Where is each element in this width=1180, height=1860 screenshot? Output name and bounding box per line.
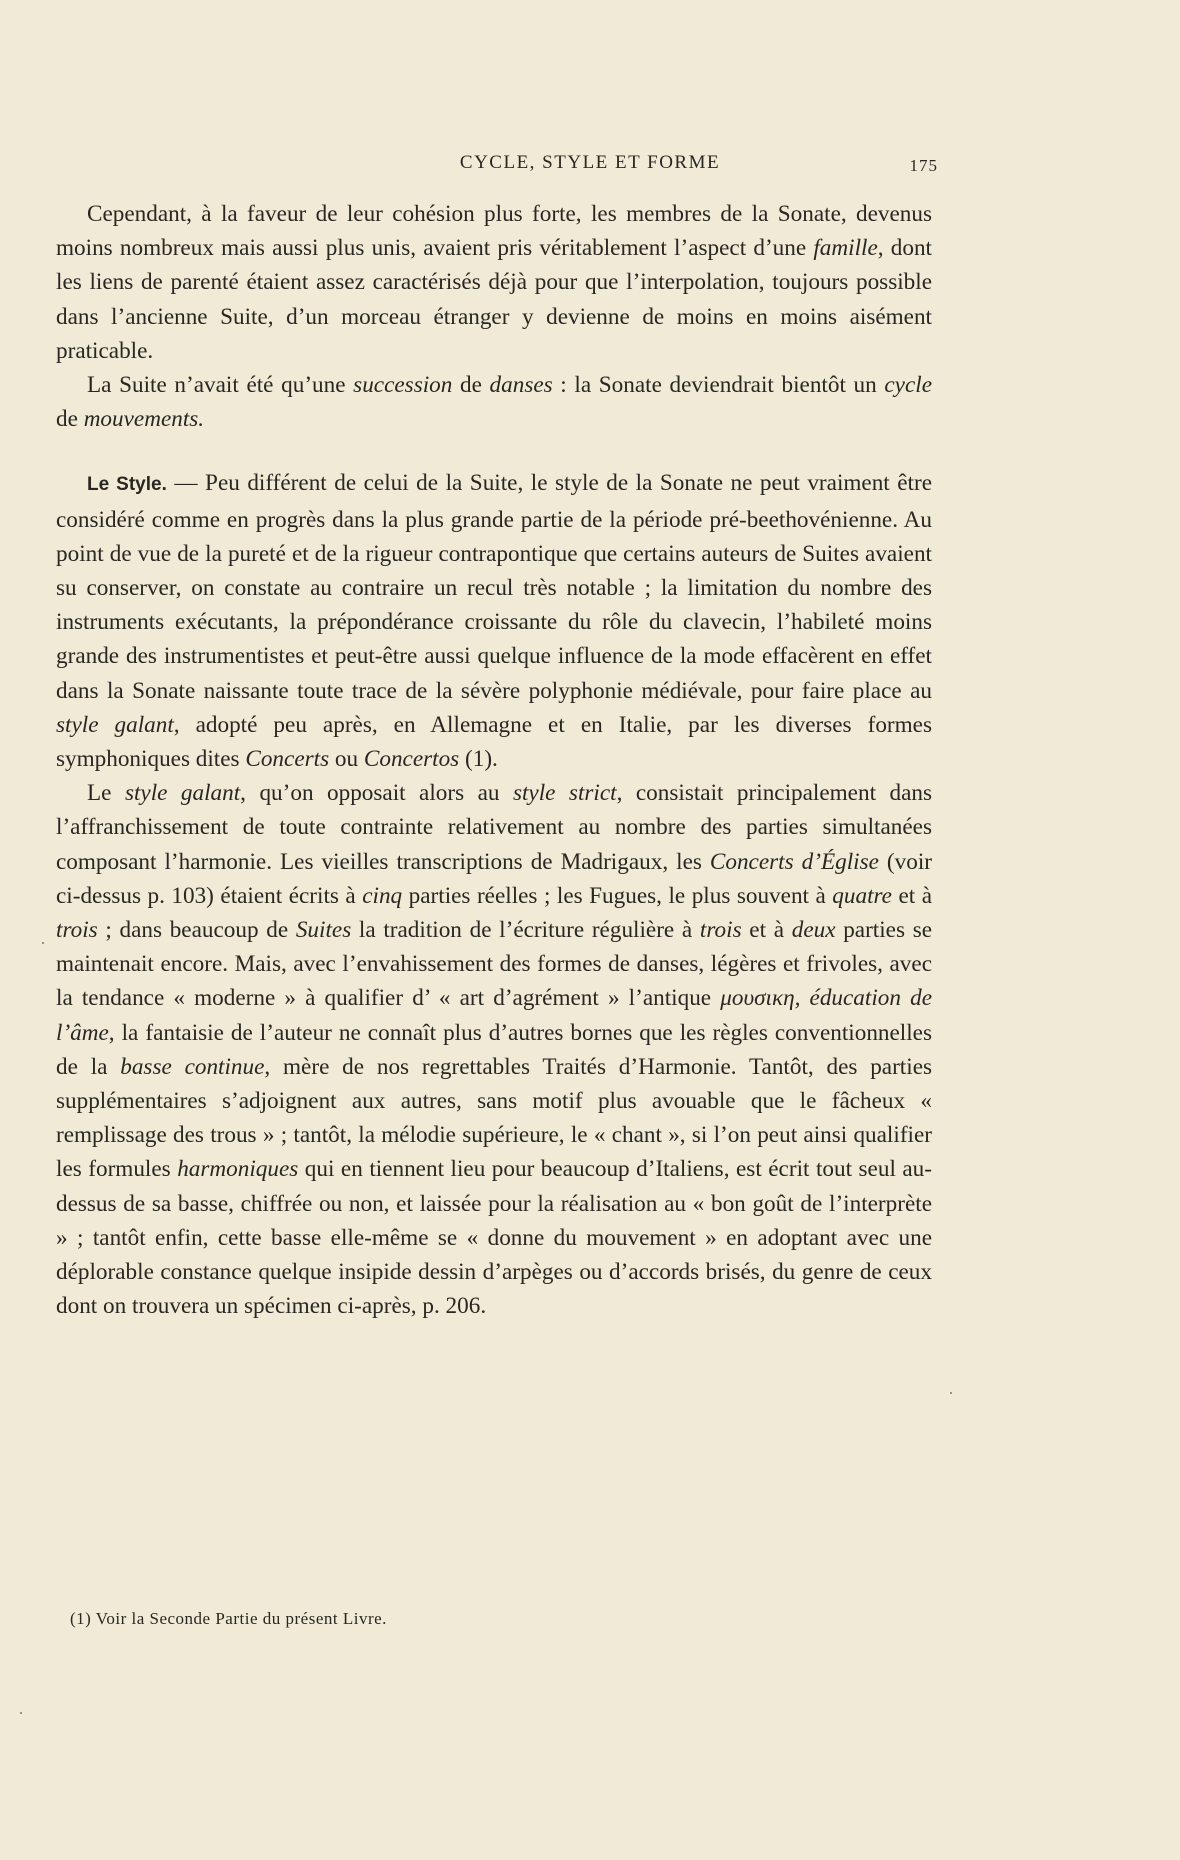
running-title: CYCLE, STYLE ET FORME: [459, 152, 721, 173]
text-run: La Suite n’avait été qu’une: [87, 372, 354, 399]
text-run: ou: [329, 746, 364, 773]
text-run: , mère de nos regrettables Traités d’Harmonie. Tantôt, des parties supplémentaires s’adjoignent aux autres, sans motif plus avouable que le fâcheux « remplissage des trous » ; tantôt, la mélodie supérieure, le « chant », si l’on peut ainsi qualifier les formules: [56, 1053, 933, 1183]
emphasis: Concerts: [245, 746, 330, 773]
text-run: , consistait principalement dans l’affranchissement de toute contrainte relativement au nombre des parties simultanées composant l’harmonie. Les vieilles transcriptions de Madrigaux, les: [56, 780, 932, 875]
emphasis: style galant: [56, 711, 174, 738]
emphasis: cycle: [884, 372, 932, 399]
emphasis: danses: [489, 372, 553, 399]
emphasis: trois: [56, 917, 98, 944]
emphasis: trois: [699, 917, 742, 944]
emphasis: Concertos: [363, 746, 460, 773]
running-head: [0, 152, 1180, 182]
text-run: et à: [741, 917, 792, 944]
emphasis: cinq: [362, 882, 403, 909]
text-run: Le: [87, 780, 125, 807]
section-heading: Le Style.: [87, 474, 167, 496]
text-run: de: [452, 372, 490, 399]
text-run: — Peu différent de celui de la Suite, le style de la Sonate ne peut vraiment être considéré comme en progrès dans la plus grande partie de la période pré-beethovénienne. Au point de vue de la pureté et de la rigueur contrapontique que certains auteurs de Suites avaient su conserver, on constate au contraire un recul très notable ; la limitation du nombre des instruments exécutants, la prépondérance croissante du rôle du clavecin, l’habileté moins grande des instrumentistes et peut-être aussi quelque influence de la mode effacèrent en effet dans la Sonate naissante toute trace de la sévère polyphonie médiévale, pour faire place au: [56, 470, 932, 704]
text-run: , dont les liens de parenté étaient assez caractérisés déjà pour que l’interpolation, toujours possible dans l’ancienne Suite, d’un morceau étranger y devienne de moins en moins aisément praticable.: [56, 235, 932, 364]
text-run: (1).: [459, 746, 498, 773]
emphasis: style galant: [124, 780, 241, 807]
body-text: [56, 197, 932, 1324]
page-number: 175: [909, 156, 938, 175]
emphasis: famille: [813, 235, 878, 262]
text-run: la tradition de l’écriture régulière à: [351, 917, 700, 944]
paragraph-1: [56, 197, 932, 368]
emphasis: Concerts d’Église: [709, 848, 879, 875]
emphasis: mouvements.: [83, 406, 205, 433]
paragraph-2: [56, 368, 932, 436]
emphasis: Suites: [295, 917, 352, 944]
paragraph-4: [56, 776, 932, 1323]
emphasis: basse continue: [120, 1053, 265, 1080]
emphasis: deux: [791, 917, 836, 944]
emphasis: style strict: [512, 780, 617, 807]
paragraph-3: [56, 466, 932, 776]
text-run: ; dans beaucoup de: [97, 917, 296, 944]
text-run: : la Sonate deviendrait bientôt un: [552, 372, 885, 399]
emphasis: harmoniques: [177, 1156, 299, 1183]
text-run: Cependant, à la faveur de leur cohésion plus forte, les membres de la Sonate, devenus moins nombreux mais aussi plus unis, avaient pris véritablement l’aspect d’une: [56, 201, 932, 262]
text-run: parties réelles ; les Fugues, le plus souvent à: [402, 882, 833, 909]
margin-speck: [20, 1712, 22, 1714]
text-run: parties se maintenait encore. Mais, avec l’envahissement des formes de danses, légères et frivoles, avec la tendance « moderne » à qualifier d’ « art d’agrément » l’antique: [56, 917, 933, 1012]
emphasis: succession: [353, 372, 453, 399]
margin-speck: [42, 942, 44, 944]
text-run: , la fantaisie de l’auteur ne connaît plus d’autres bornes que les règles conventionnelles de la: [56, 1019, 932, 1080]
text-run: de: [56, 406, 84, 433]
text-run: , adopté peu après, en Allemagne et en Italie, par les diverses formes symphoniques dites: [56, 711, 932, 773]
text-run: qui en tiennent lieu pour beaucoup d’Italiens, est écrit tout seul au-dessus de sa basse, chiffrée ou non, et laissée pour la réalisation au « bon goût de l’interprète » ; tantôt enfin, cette basse elle-même se « donne du mouvement » en adoptant avec une déplorable constance quelque insipide dessin d’arpèges ou d’accords brisés, du genre de ceux dont on trouvera un spécimen ci-après, p. 206.: [56, 1156, 932, 1320]
text-run: et à: [891, 882, 932, 909]
section-gap: [56, 436, 932, 466]
emphasis: μουσικη, éducation de l’âme: [56, 985, 932, 1046]
text-run: , qu’on opposait alors au: [240, 780, 513, 807]
footnote: (1) Voir la Seconde Partie du présent Livre.: [70, 1609, 387, 1628]
text-run: (voir ci-dessus p. 103) étaient écrits à: [56, 848, 933, 909]
emphasis: quatre: [832, 882, 892, 909]
margin-speck: [950, 1392, 952, 1394]
